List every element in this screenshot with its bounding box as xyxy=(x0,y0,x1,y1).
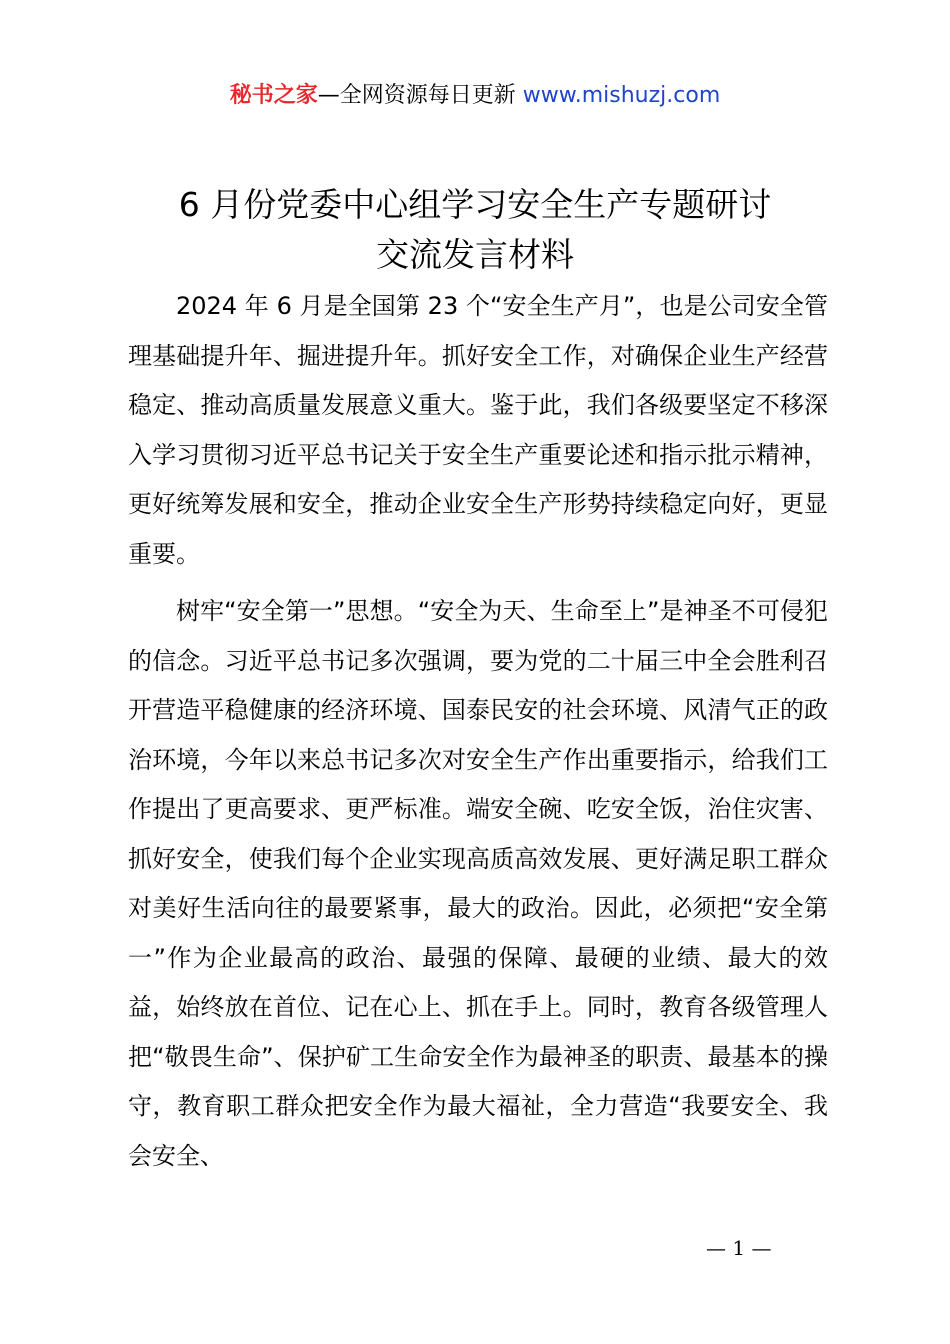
paragraph-2: 树牢“安全第一”思想。“安全为天、生命至上”是神圣不可侵犯的信念。习近平总书记多次强调，要为党的二十届三中全会胜利召开营造平稳健康的经济环境、国泰民安的社会环境、风清气正的政治环境，今年以来总书记多次对安全生产作出重要指示，给我们工作提出了更高要求、更严标准。端安全碗、吃安全饭，治住灾害、抓好安全，使我们每个企业实现高质高效发展、更好满足职工群众对美好生活向往的最要紧事，最大的政治。因此，必须把“安全第一”作为企业最高的政治、最强的保障、最硬的业绩、最大的效益，始终放在首位、记在心上、抓在手上。同时，教育各级管理人把“敬畏生命”、保护矿工生命安全作为最神圣的职责、最基本的操守，教育职工群众把安全作为最大福祉，全力营造“我要安全、我会安全、 xyxy=(128,597,828,1170)
title-line-1: 6 月份党委中心组学习安全生产专题研讨 xyxy=(178,185,772,224)
document-title xyxy=(0,180,950,280)
header-tagline: —全网资源每日更新 xyxy=(317,83,523,108)
document-body xyxy=(128,282,828,1181)
title-line-2: 交流发言材料 xyxy=(376,235,574,274)
paragraph-1: 2024 年 6 月是全国第 23 个“安全生产月”，也是公司安全管理基础提升年、掘进提升年。抓好安全工作，对确保企业生产经营稳定、推动高质量发展意义重大。鉴于此，我们各级要坚定不移深入学习贯彻习近平总书记关于安全生产重要论述和指示批示精神，更好统筹发展和安全，推动企业安全生产形势持续稳定向好，更显重要。 xyxy=(128,292,828,568)
site-url-link[interactable]: www.mishuzj.com xyxy=(522,83,721,108)
site-header xyxy=(0,80,950,112)
page-number: — 1 — xyxy=(706,1236,772,1260)
brand-name: 秘书之家 xyxy=(229,83,318,108)
